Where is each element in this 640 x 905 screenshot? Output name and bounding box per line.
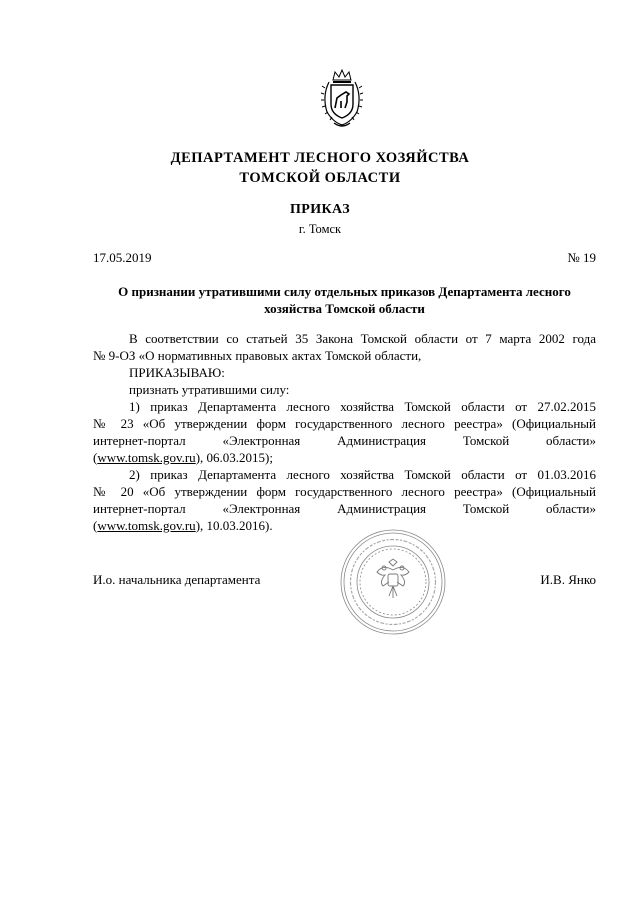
item-2-line-1: 2) приказ Департамента лесного хозяйства Томской области от 01.03.2016 — [129, 467, 596, 482]
department-line-2: ТОМСКОЙ ОБЛАСТИ — [239, 170, 401, 186]
item-1-line-3: интернет-портал «Электронная Администрация Томской области» — [93, 433, 596, 448]
department-name — [0, 148, 640, 188]
subject-line-2: хозяйства Томской области — [264, 301, 425, 316]
item-1-line-1: 1) приказ Департамента лесного хозяйства Томской области от 27.02.2015 — [129, 399, 596, 414]
signatory-name: И.В. Янко — [540, 572, 596, 587]
order-word: ПРИКАЗЫВАЮ: — [129, 365, 225, 380]
item-1-tail: ), 06.03.2015); — [195, 450, 273, 465]
subject-line-1: О признании утратившими силу отдельных приказов Департамента лесного — [118, 284, 571, 299]
intro-line-1: В соответствии со статьей 35 Закона Томской области от 7 марта 2002 года — [129, 331, 596, 346]
coat-of-arms-icon — [319, 68, 365, 130]
official-seal-icon — [339, 528, 447, 636]
item-2-tail: ), 10.03.2016). — [195, 518, 273, 533]
document-date: 17.05.2019 — [93, 250, 152, 265]
item-2-line-3: интернет-портал «Электронная Администрация Томской области» — [93, 501, 596, 516]
document-city: г. Томск — [298, 222, 342, 236]
document-body — [93, 330, 596, 534]
document-type: ПРИКАЗ — [289, 202, 351, 217]
department-line-1: ДЕПАРТАМЕНТ ЛЕСНОГО ХОЗЯЙСТВА — [170, 150, 470, 166]
item-1-link[interactable]: www.tomsk.gov.ru — [97, 450, 196, 465]
document-number: № 19 — [567, 250, 596, 265]
item-1-line-4 — [93, 449, 596, 466]
item-2-link[interactable]: www.tomsk.gov.ru — [97, 518, 196, 533]
signatory-position: И.о. начальника департамента — [93, 572, 261, 587]
order-lead: признать утратившими силу: — [129, 382, 290, 397]
intro-line-2: № 9-ОЗ «О нормативных правовых актах Томской области, — [93, 348, 422, 363]
item-1-open: ( — [93, 450, 98, 465]
item-1-line-2: № 23 «Об утверждении форм государственного лесного реестра» (Официальный — [93, 416, 596, 431]
document-subject — [93, 283, 596, 317]
item-2-line-2: № 20 «Об утверждении форм государственного лесного реестра» (Официальный — [93, 484, 596, 499]
item-2-open: ( — [93, 518, 98, 533]
